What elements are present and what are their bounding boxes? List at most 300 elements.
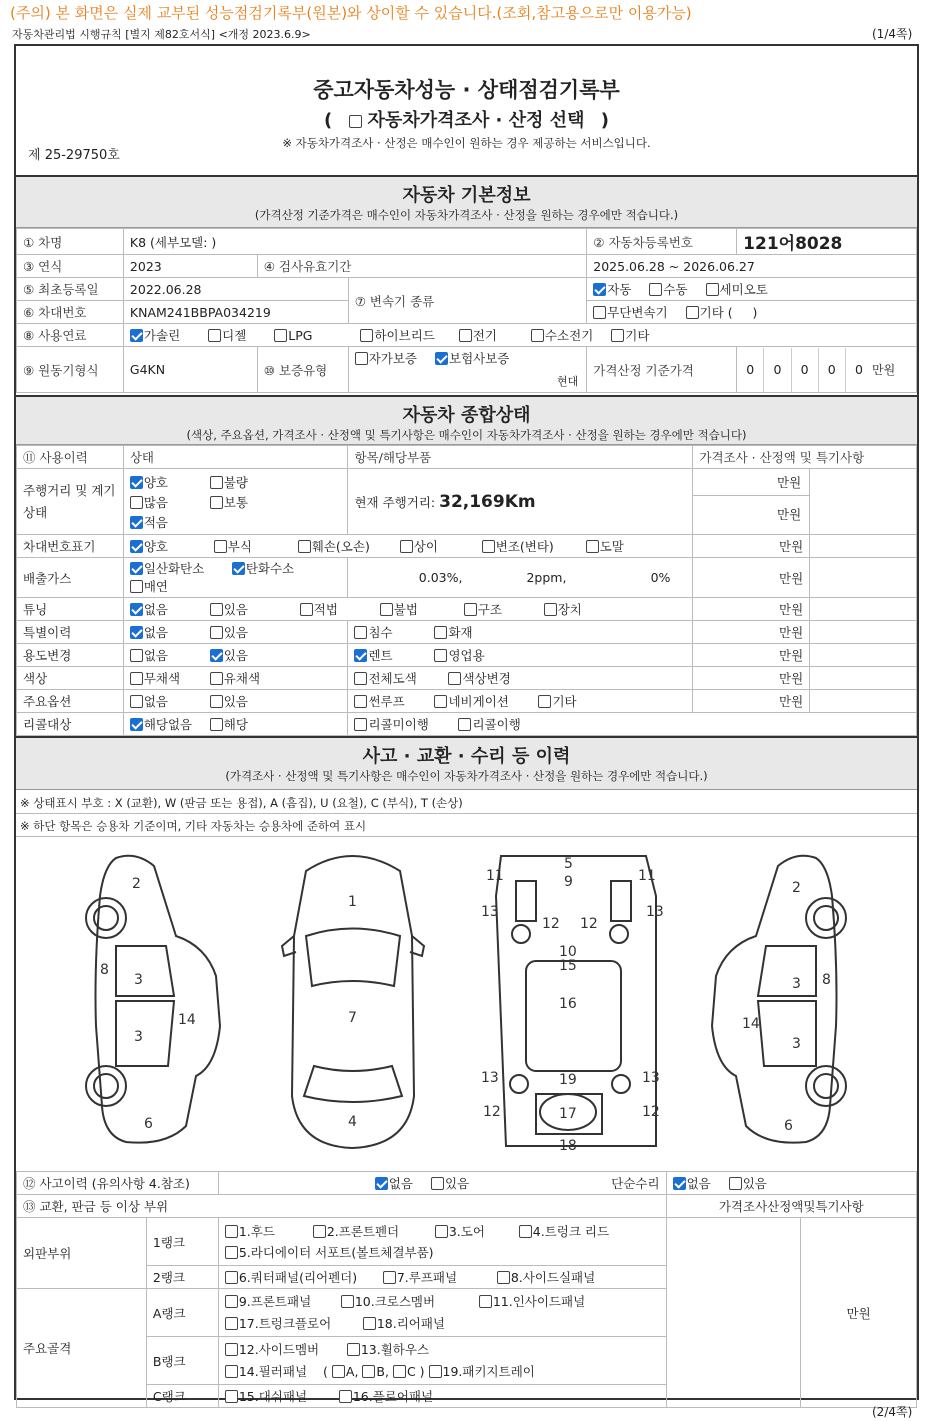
fuel-electric-checkbox[interactable] [459,329,472,342]
part-number: 6 [784,1118,793,1134]
emission-hc-value: 2ppm, [526,570,567,585]
recall-yes-checkbox[interactable] [210,718,223,731]
basic-info-table [16,228,917,393]
color-change-checkbox[interactable] [448,672,461,685]
fuel-diesel-label: 디젤 [222,328,247,343]
part-label: 12.사이드멤버 [238,1341,320,1357]
rankC-items [218,1385,666,1408]
option-navi-checkbox[interactable] [434,695,447,708]
part-number: 7 [348,1010,357,1026]
part-inside-panel-checkbox[interactable] [479,1295,492,1308]
part-floor-panel-checkbox[interactable] [339,1390,352,1403]
part-number: 8 [822,972,831,988]
fuel-gasoline-checkbox[interactable] [130,329,143,342]
usage-change-label: 용도변경 [17,644,124,667]
passenger-note: ※ 하단 항목은 승용차 기준이며, 기타 자동차는 승용차에 준하여 표시 [20,819,367,833]
exchange-price-col: 가격조사산정액및특기사항 [666,1195,916,1218]
part-number: 14 [178,1012,196,1028]
special-none-checkbox[interactable] [130,626,143,639]
option-label: 불법 [393,602,418,617]
option-label: 도말 [599,539,624,554]
gauge-good-checkbox[interactable] [130,476,143,489]
part-label: 7.루프패널 [396,1270,458,1285]
rank2-label: 2랭크 [146,1266,218,1289]
emission-smoke-value: 0% [650,570,671,585]
warranty-self-checkbox[interactable] [355,352,368,365]
note-cell [810,690,917,713]
year-value: 2023 [123,255,257,278]
tuning-structure-checkbox[interactable] [464,603,477,616]
vin-mark-options [123,535,693,558]
unit-label: 만원 [801,1218,917,1408]
gauge-bad-checkbox[interactable] [210,476,223,489]
part-label: 8.사이드실패널 [510,1270,596,1285]
accident-none-checkbox[interactable] [375,1177,388,1190]
transmission-label: ⑦ 변속기 종류 [348,278,587,324]
part-number: 11 [486,868,504,884]
inspect-period-label: ④ 검사유효기간 [257,255,587,278]
vin-mark-diff-checkbox[interactable] [400,540,413,553]
note-cell [810,598,917,621]
part-label: 15.대쉬패널 [238,1389,308,1404]
mileage-price [693,469,810,535]
accident-yes-checkbox[interactable] [431,1177,444,1190]
option-label: 영업용 [448,648,485,663]
usage-business-checkbox[interactable] [434,649,447,662]
accident-table [16,1171,917,1408]
price-digit: 0 [819,348,846,392]
part-label: 4.트렁크 리드 [532,1223,610,1239]
col-price: 가격조사 · 산정액 및 특기사항 [693,446,917,469]
usage-none-checkbox[interactable] [130,649,143,662]
page-number-top: (1/4쪽) [872,27,913,41]
part-hood-checkbox[interactable] [225,1225,238,1238]
vin-mark-altered-checkbox[interactable] [482,540,495,553]
col-state: 상태 [123,446,348,469]
rank1-label: 1랭크 [146,1218,218,1266]
basic-info-header [16,175,917,228]
warranty-ins-checkbox[interactable] [435,352,448,365]
price-unit: 만원 [872,363,896,377]
part-front-fender-checkbox[interactable] [313,1225,326,1238]
trans-manual-label: 수동 [663,282,688,297]
part-number: 3 [134,1029,143,1045]
option-label: 있음 [223,602,248,617]
unit-label: 만원 [693,621,810,644]
first-reg-value: 2022.06.28 [123,278,348,301]
option-label: 적법 [313,602,338,617]
inspect-period-value: 2025.06.28 ~ 2026.06.27 [587,255,917,278]
option-label: 변조(변타) [495,539,554,554]
option-yes-checkbox[interactable] [210,695,223,708]
legal-reference: 자동차관리법 시행규칙 [별지 제82호서식] <개정 2023.6.9> [12,28,311,41]
part-number: 8 [100,962,109,978]
part-pillar-checkbox[interactable] [225,1365,238,1378]
transmission-row2 [587,301,917,324]
emission-co-label: 일산화탄소 [143,560,205,576]
trans-auto-checkbox[interactable] [593,283,606,296]
car-name-label: ① 차명 [17,229,124,255]
simple-repair-label: 단순수리 [611,1176,660,1191]
part-side-sill-checkbox[interactable] [497,1271,510,1284]
part-label: 18.리어패널 [376,1315,446,1331]
recall-pending-checkbox[interactable] [354,718,367,731]
option-label: 있음 [223,694,248,709]
usage-yes-checkbox[interactable] [210,649,223,662]
car-left-side-view [86,856,220,1143]
part-label: 17.트렁크플로어 [238,1315,332,1331]
usage-rent-checkbox[interactable] [354,649,367,662]
rankC-label: C랭크 [146,1385,218,1408]
subtitle-open: ( [324,110,333,131]
part-number: 12 [580,916,598,932]
option-label: 없음 [143,625,168,640]
option-label: 전체도색 [368,671,417,686]
exchange-price-cell [666,1218,801,1408]
part-number: 2 [792,880,801,896]
note-cell [810,558,917,598]
subtitle-text: 자동차가격조사 · 산정 선택 [367,110,585,131]
part-label: C ) [406,1363,425,1379]
part-door-checkbox[interactable] [435,1225,448,1238]
part-number: 10 [559,944,577,960]
vin-mark-rust-checkbox[interactable] [214,540,227,553]
mileage-label: 주행거리 및 계기 상태 [17,469,124,535]
gauge-bad-label: 불량 [223,474,248,490]
main-option-state [123,690,348,713]
part-front-panel-checkbox[interactable] [225,1295,238,1308]
fuel-options [123,324,916,347]
note-cell [810,621,917,644]
option-label: 구조 [477,602,502,617]
part-number: 13 [481,1070,499,1086]
part-number: 13 [646,904,664,920]
part-label: 11.인사이드패널 [492,1293,586,1309]
pillar-a-checkbox[interactable] [332,1365,345,1378]
trans-auto-label: 자동 [607,282,632,297]
year-label: ③ 연식 [17,255,124,278]
rankA-label: A랭크 [146,1289,218,1337]
emission-label: 배출가스 [17,558,124,598]
warranty-ins-label: 보험사보증 [449,351,510,366]
fuel-diesel-checkbox[interactable] [208,329,221,342]
warning-notice: (주의) 본 화면은 실제 교부된 성능점검기록부(원본)와 상이할 수 있습니다.(조회,참고용으로만 이용가능) [10,4,692,22]
accident-subtitle: (가격조사 · 산정액 및 특기사항은 매수인이 자동차가격조사 · 산정을 원하는 경우에만 적습니다.) [225,769,708,783]
color-achromatic-checkbox[interactable] [130,672,143,685]
accident-none-label: 없음 [388,1176,413,1191]
usage-change-state [123,644,348,667]
vin-mark-paint-checkbox[interactable] [586,540,599,553]
emission-options [123,558,348,598]
part-number: 19 [559,1072,577,1088]
outer-panel-label: 외판부위 [17,1218,147,1289]
option-label: 훼손(오손) [311,539,370,554]
emission-smoke-label: 매연 [143,578,168,594]
part-label: ( [323,1363,328,1379]
option-label: 없음 [143,648,168,663]
part-label: 3.도어 [448,1223,485,1239]
emission-hc-label: 탄화수소 [245,560,295,576]
overall-header [16,395,917,445]
page-number-bottom: (2/4쪽) [872,1405,913,1419]
part-radiator-checkbox[interactable] [225,1246,238,1259]
fuel-hybrid-checkbox[interactable] [360,329,373,342]
vin-mark-label: 차대번호표기 [17,535,124,558]
color-label: 색상 [17,667,124,690]
option-label: 화재 [448,625,473,640]
status-legend: ※ 상태표시 부호 : X (교환), W (판금 또는 용접), A (흠집), U (요철), C (부식), T (손상) [20,796,463,810]
part-number: 13 [481,904,499,920]
emission-hc-checkbox[interactable] [232,562,245,575]
mileage-normal-checkbox[interactable] [210,496,223,509]
part-label: 5.라디에이터 서포트(볼트체결부품) [238,1244,434,1260]
unit-label: 만원 [693,535,810,558]
note-cell [810,667,917,690]
trans-semi-label: 세미오토 [719,282,768,297]
rankB-items [218,1337,666,1385]
pillar-b-checkbox[interactable] [362,1365,375,1378]
repair-none-checkbox[interactable] [673,1177,686,1190]
repair-yes-checkbox[interactable] [729,1177,742,1190]
part-side-member-checkbox[interactable] [225,1343,238,1356]
part-label: 2.프론트펜더 [326,1223,400,1239]
tuning-device-checkbox[interactable] [544,603,557,616]
option-label: 침수 [368,625,393,640]
document-number: 제 25-29750호 [28,148,120,163]
option-label: 없음 [143,602,168,617]
recall-label: 리콜대상 [17,713,124,736]
special-history-label: 특별이력 [17,621,124,644]
color-chromatic-checkbox[interactable] [210,672,223,685]
unit-label: 만원 [693,667,810,690]
part-wheel-house-checkbox[interactable] [347,1343,360,1356]
part-package-tray-checkbox[interactable] [429,1365,442,1378]
part-dash-panel-checkbox[interactable] [225,1390,238,1403]
special-history-items [348,621,693,644]
overall-subtitle: (색상, 주요옵션, 가격조사 · 산정액 및 특기사항은 매수인이 자동차가격조사 · 산정을 원하는 경우에만 적습니다) [186,428,747,442]
price-digit: 0 [764,348,791,392]
option-label: 없음 [143,694,168,709]
option-label: 상이 [413,539,438,554]
recall-done-checkbox[interactable] [458,718,471,731]
unit-label: 만원 [693,690,810,713]
mileage-many-label: 많음 [143,494,168,510]
trans-manual-checkbox[interactable] [649,283,662,296]
price-base-value [737,347,917,393]
special-fire-checkbox[interactable] [434,626,447,639]
mileage-normal-label: 보통 [223,494,248,510]
mileage-few-label: 적음 [143,514,168,530]
tuning-none-checkbox[interactable] [130,603,143,616]
mileage-note [810,469,917,535]
part-quarter-checkbox[interactable] [225,1271,238,1284]
option-label: 무채색 [143,671,181,686]
mileage-few-checkbox[interactable] [130,516,143,529]
form-subtitle [14,106,919,132]
special-yes-checkbox[interactable] [210,626,223,639]
subtitle-note: ※ 자동차가격조사 · 산정은 매수인이 원하는 경우 제공하는 서비스입니다. [282,136,651,150]
warranty-label: ⑩ 보증유형 [257,347,348,393]
trans-etc-label: 기타 ( [699,305,733,320]
option-label: 렌트 [368,648,393,663]
part-label: 9.프론트패널 [238,1293,312,1309]
option-etc-checkbox[interactable] [538,695,551,708]
overall-table [16,445,917,736]
part-number: 12 [542,916,560,932]
first-reg-label: ⑤ 최초등록일 [17,278,124,301]
part-number: 5 [564,856,573,872]
color-items [348,667,693,690]
reg-number-value: 121어8028 [737,229,917,255]
part-number: 3 [134,972,143,988]
option-none-checkbox[interactable] [130,695,143,708]
unit-label: 만원 [693,558,810,598]
part-number: 18 [559,1138,577,1154]
engine-value: G4KN [123,347,257,393]
special-history-state [123,621,348,644]
color-fullpaint-checkbox[interactable] [354,672,367,685]
emission-co-checkbox[interactable] [130,562,143,575]
part-label: B, [376,1363,389,1379]
part-number: 12 [483,1104,501,1120]
part-label: 14.필러패널 [238,1363,308,1379]
main-option-label: 주요옵션 [17,690,124,713]
accident-title: 사고 · 교환 · 수리 등 이력 [362,746,571,767]
part-trunk-lid-checkbox[interactable] [519,1225,532,1238]
option-sunroof-checkbox[interactable] [354,695,367,708]
part-trunk-floor-checkbox[interactable] [225,1317,238,1330]
mileage-prefix: 현재 주행거리: [354,494,436,510]
rank1-items [218,1218,666,1266]
exchange-label: ⑬ 교환, 판금 등 이상 부위 [17,1195,667,1218]
fuel-electric-label: 전기 [472,328,497,343]
accident-history-options [218,1172,666,1195]
rankA-items [218,1289,666,1337]
unit-label: 만원 [693,598,810,621]
major-frame-label: 주요골격 [17,1289,147,1408]
part-number: 2 [132,876,141,892]
trans-semi-checkbox[interactable] [706,283,719,296]
part-label: 6.쿼터패널(리어펜더) [238,1270,358,1285]
trans-etc-checkbox[interactable] [686,306,699,319]
tuning-legal-checkbox[interactable] [300,603,313,616]
unit-label: 만원 [693,644,810,667]
price-digit: 0 [737,348,764,392]
part-number: 15 [559,958,577,974]
option-label: 네비게이션 [448,694,509,709]
recall-state [123,713,348,736]
option-label: 썬루프 [368,694,405,709]
warranty-company: 현대 [557,375,579,388]
pillar-c-checkbox[interactable] [393,1365,406,1378]
car-name-value: K8 (세부모델: ) [123,229,586,255]
price-digit: 0 [854,361,863,377]
part-label: 13.휠하우스 [360,1341,430,1357]
trans-cvt-label: 무단변속기 [607,305,668,320]
option-label: 해당 [223,717,248,732]
price-service-checkbox[interactable] [349,115,362,128]
option-label: 리콜미이행 [368,717,429,732]
fuel-lpg-label: LPG [288,328,313,343]
part-label: A, [345,1363,359,1379]
part-rear-panel-checkbox[interactable] [363,1317,376,1330]
option-label: 있음 [223,648,248,663]
car-right-side-view [712,856,846,1143]
unit-label: 만원 [777,506,802,522]
unit-label: 만원 [693,470,809,496]
part-roof-checkbox[interactable] [383,1271,396,1284]
col-history: ⑪ 사용이력 [17,446,124,469]
form-header [14,44,919,174]
warranty-options [348,347,587,393]
emission-smoke-checkbox[interactable] [130,580,143,593]
simple-repair-options [666,1172,916,1195]
note-cell [810,644,917,667]
part-number: 9 [564,874,573,890]
option-label: 장치 [557,602,582,617]
vin-mark-good-checkbox[interactable] [130,540,143,553]
form-title: 중고자동차성능 · 상태점검기록부 [313,78,620,102]
option-label: 있음 [223,625,248,640]
part-number: 3 [792,1036,801,1052]
basic-info-title: 자동차 기본정보 [402,185,531,206]
vin-label: ⑥ 차대번호 [17,301,124,324]
special-flood-checkbox[interactable] [354,626,367,639]
warranty-self-label: 자가보증 [368,351,418,366]
option-label: 해당없음 [143,717,193,732]
vin-mark-damage-checkbox[interactable] [298,540,311,553]
tuning-illegal-checkbox[interactable] [380,603,393,616]
price-digit: 0 [792,348,819,392]
fuel-lpg-checkbox[interactable] [274,329,287,342]
part-number: 14 [742,1016,760,1032]
mileage-state [123,469,348,535]
vin-value: KNAM241BBPA034219 [123,301,348,324]
option-label: 양호 [143,539,168,554]
mileage-many-checkbox[interactable] [130,496,143,509]
transmission-row1 [587,278,917,301]
option-label: 색상변경 [462,671,511,686]
part-number: 17 [559,1106,577,1122]
note-cell [810,535,917,558]
part-number: 3 [792,976,801,992]
fuel-hydrogen-checkbox[interactable] [531,329,544,342]
recall-items [348,713,917,736]
fuel-etc-checkbox[interactable] [611,329,624,342]
engine-label: ⑨ 원동기형식 [17,347,124,393]
part-label: 16.플로어패널 [352,1389,434,1404]
option-label: 유채색 [223,671,261,686]
overall-title: 자동차 종합상태 [402,405,531,426]
subtitle-close: ) [600,110,609,131]
part-number: 4 [348,1114,357,1130]
recall-na-checkbox[interactable] [130,718,143,731]
fuel-hybrid-label: 하이브리드 [374,328,435,343]
option-label: 리콜이행 [472,717,521,732]
trans-etc-close: ) [752,305,758,320]
part-cross-member-checkbox[interactable] [341,1295,354,1308]
mileage-value: 32,169Km [439,491,536,512]
reg-number-label: ② 자동차등록번호 [587,229,737,255]
divider [16,813,917,814]
tuning-yes-checkbox[interactable] [210,603,223,616]
price-base-label: 가격산정 기준가격 [587,347,737,393]
part-number: 6 [144,1116,153,1132]
part-label: 19.패키지트레이 [442,1363,535,1379]
accident-header [16,736,917,790]
part-label: 1.후드 [238,1223,275,1239]
trans-cvt-checkbox[interactable] [593,306,606,319]
